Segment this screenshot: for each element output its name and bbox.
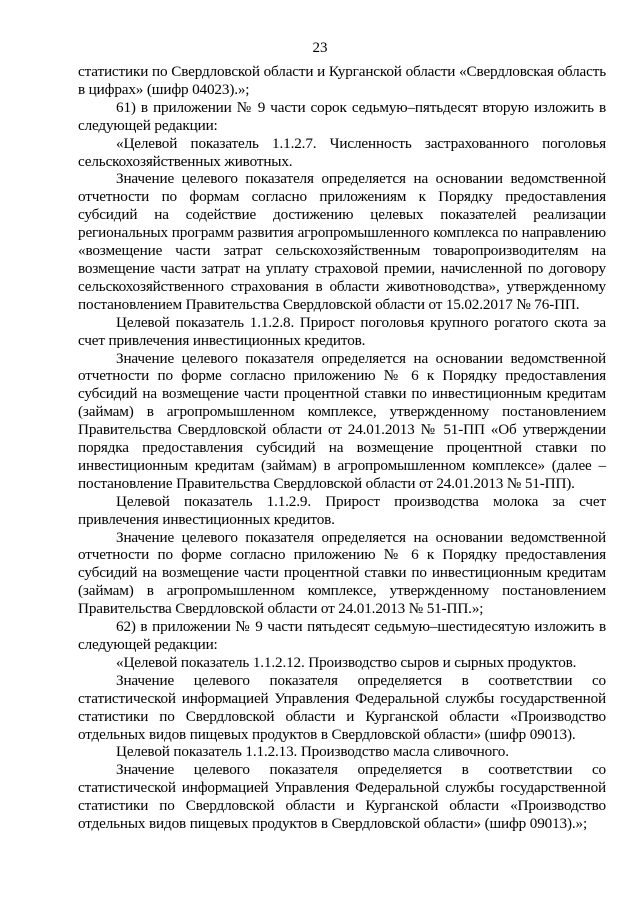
paragraph: 61) в приложении № 9 части сорок седьмую–пятьдесят вторую изложить в следующей редакции:	[78, 98, 606, 134]
paragraph: статистики по Свердловской области и Курганской области «Свердловская область в цифрах» (шифр 04023).»;	[78, 63, 606, 98]
paragraph: Значение целевого показателя определяется на основании ведомственной отчетности по форме согласно приложению № 6 к Порядку предоставления субсидий на возмещение части процентной ставки по инвестиционным кредитам (займам) в агропромышленном комплексе, утвержденному постановлением Правительства Свердловской области от 24.01.2013 № 51-ПП.»;	[78, 528, 606, 618]
paragraph: Целевой показатель 1.1.2.9. Прирост производства молока за счет привлечения инвестиционных кредитов.	[78, 492, 606, 528]
paragraph: Значение целевого показателя определяется в соответствии со статистической информацией Управления Федеральной службы государственной статистики по Свердловской области и Курганской области «Производство отдельных видов пищевых продуктов в Свердловской области» (шифр 09013).	[78, 671, 606, 743]
paragraph: 62) в приложении № 9 части пятьдесят седьмую–шестидесятую изложить в следующей редакции:	[78, 618, 606, 653]
paragraph: Целевой показатель 1.1.2.13. Производство масла сливочного.	[116, 743, 509, 761]
paragraph: Значение целевого показателя определяется на основании ведомственной отчетности по форме согласно приложению № 6 к Порядку предоставления субсидий на возмещение части процентной ставки по инвестиционным кредитам (займам) в агропромышленном комплексе, утвержденному постановлением Правительства Свердловской области от 24.01.2013 № 51-ПП «Об утверждении порядка предоставления субсидий на возмещение процентной ставки по инвестиционным кредитам (займам) в агропромышленном комплексе» (далее – постановление Правительства Свердловской области от 24.01.2013 № 51-ПП).	[78, 349, 606, 492]
paragraph: Значение целевого показателя определяется в соответствии со статистической информацией Управления Федеральной службы государственной статистики по Свердловской области и Курганской области «Производство отдельных видов пищевых продуктов в Свердловской области» (шифр 09013).»;	[78, 761, 606, 833]
paragraph: «Целевой показатель 1.1.2.7. Численность застрахованного поголовья сельскохозяйственных животных.	[78, 134, 606, 170]
paragraph: Значение целевого показателя определяется на основании ведомственной отчетности по формам согласно приложениям к Порядку предоставления субсидий на содействие достижению целевых показателей реализации региональных программ развития агропромышленного комплекса по направлению «возмещение части затрат сельскохозяйственным товаропроизводителям на возмещение части затрат на уплату страховой премии, начисленной по договору сельскохозяйственного страхования в области животноводства», утвержденному постановлением Правительства Свердловской области от 15.02.2017 № 76-ПП.	[78, 170, 606, 313]
paragraph: Целевой показатель 1.1.2.8. Прирост поголовья крупного рогатого скота за счет привлечения инвестиционных кредитов.	[78, 313, 606, 349]
document-body	[78, 63, 606, 833]
paragraph: «Целевой показатель 1.1.2.12. Производство сыров и сырных продуктов.	[116, 653, 577, 671]
page-number: 23	[312, 40, 328, 56]
